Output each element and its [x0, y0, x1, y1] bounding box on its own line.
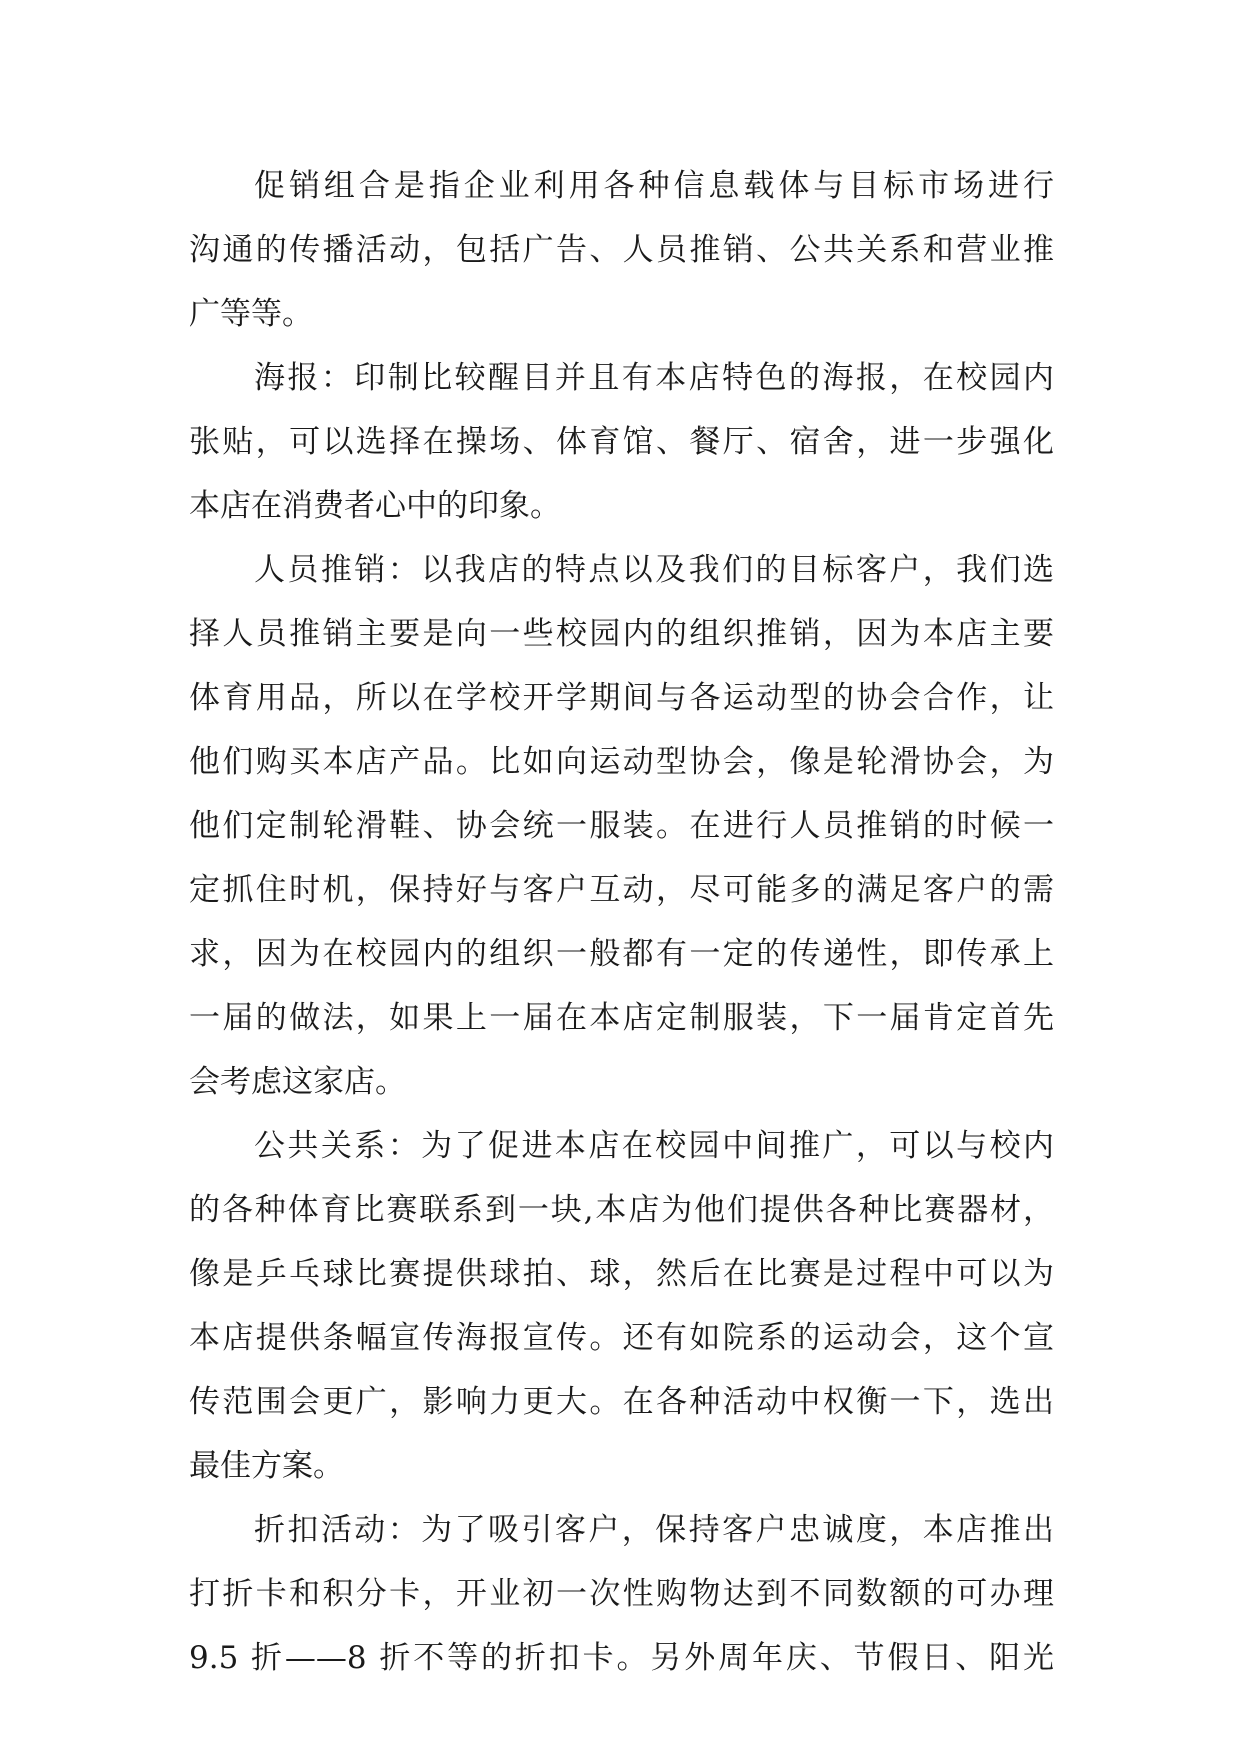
text-line: 张贴，可以选择在操场、体育馆、餐厅、宿舍，进一步强化: [189, 424, 1054, 460]
text-line: 海报：印制比较醒目并且有本店特色的海报，在校园内: [254, 360, 1054, 396]
text-line: 一届的做法，如果上一届在本店定制服装，下一届肯定首先: [189, 1000, 1054, 1036]
text-line: 本店在消费者心中的印象。: [189, 488, 561, 524]
text-line: 的各种体育比赛联系到一块,本店为他们提供各种比赛器材，: [189, 1192, 1054, 1228]
document-body: [189, 154, 1054, 1690]
text-line: 沟通的传播活动，包括广告、人员推销、公共关系和营业推: [189, 232, 1054, 268]
text-line: 体育用品，所以在学校开学期间与各运动型的协会合作，让: [189, 680, 1054, 716]
text-line: 他们购买本店产品。比如向运动型协会，像是轮滑协会，为: [189, 744, 1054, 780]
paragraph-promotion-mix: [189, 154, 1054, 346]
text-line: 本店提供条幅宣传海报宣传。还有如院系的运动会，这个宣: [189, 1320, 1054, 1356]
paragraph-public-relations: [189, 1114, 1054, 1498]
text-line: 最佳方案。: [189, 1448, 344, 1484]
text-line: 公共关系：为了促进本店在校园中间推广，可以与校内: [254, 1128, 1054, 1164]
text-line: 传范围会更广，影响力更大。在各种活动中权衡一下，选出: [189, 1384, 1054, 1420]
text-line: 折扣活动：为了吸引客户，保持客户忠诚度，本店推出: [254, 1512, 1054, 1548]
text-line: 促销组合是指企业利用各种信息载体与目标市场进行: [254, 168, 1054, 204]
text-line: 广等等。: [189, 296, 313, 332]
text-line: 择人员推销主要是向一些校园内的组织推销，因为本店主要: [189, 616, 1054, 652]
text-line: 9.5 折——8 折不等的折扣卡。另外周年庆、节假日、阳光: [189, 1640, 1054, 1676]
paragraph-discount-activities: [189, 1498, 1054, 1690]
text-line: 求，因为在校园内的组织一般都有一定的传递性，即传承上: [189, 936, 1054, 972]
text-line: 人员推销：以我店的特点以及我们的目标客户，我们选: [254, 552, 1054, 588]
text-line: 打折卡和积分卡，开业初一次性购物达到不同数额的可办理: [189, 1576, 1054, 1612]
paragraph-posters: [189, 346, 1054, 538]
text-line: 他们定制轮滑鞋、协会统一服装。在进行人员推销的时候一: [189, 808, 1054, 844]
text-line: 像是乒乓球比赛提供球拍、球，然后在比赛是过程中可以为: [189, 1256, 1054, 1292]
text-line: 定抓住时机，保持好与客户互动，尽可能多的满足客户的需: [189, 872, 1054, 908]
paragraph-personal-selling: [189, 538, 1054, 1114]
text-line: 会考虑这家店。: [189, 1064, 406, 1100]
